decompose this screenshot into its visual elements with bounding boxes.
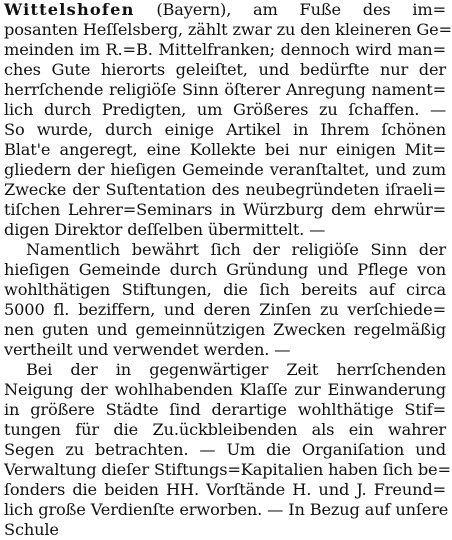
article-line: gliedern der hieſigen Gemeinde veranſtaltet, und zum xyxy=(4,160,446,179)
paragraph-first-line: Bei der in gegenwärtiger Zeit herrſchenden xyxy=(26,360,446,379)
article-text xyxy=(4,0,452,540)
article-line: Zwecke der Suſtentation des neubegründeten iſraeli= xyxy=(4,180,446,199)
article-line xyxy=(4,0,446,20)
article-line-text: (Bayern), am Fuße des im= xyxy=(134,0,446,19)
article-line: ches Gute hierorts geleiſtet, und bedürfte nur der xyxy=(4,60,446,79)
paragraph-first-line: Namentlich bewährt ſich der religiöſe Sinn der xyxy=(26,240,446,259)
article-line: herrſchende religiöſe Sinn öſterer Anregung nament= xyxy=(4,80,446,99)
article-line: meinden im R.=B. Mittelfranken; dennoch wird man= xyxy=(4,40,446,59)
article-line: tungen für die Zu.ückbleibenden als ein wahrer xyxy=(4,420,446,439)
article-line: ſonders die beiden HH. Vorſtände H. und J. Freund= xyxy=(4,480,446,499)
article-line: Neigung der wohlhabenden Klaſſe zur Einwanderung xyxy=(4,380,446,399)
article-line: lich durch Predigten, um Größeres zu ſchaffen. — xyxy=(4,100,446,119)
article-line-cut-off: Schule xyxy=(4,520,59,539)
article-line: 5000 fl. beziffern, und deren Zinſen zu verſchiede= xyxy=(4,300,446,319)
article-line: wohlthätigen Stiftungen, die ſich bereits auf circa xyxy=(4,280,446,299)
article-line: Blat'e angeregt, eine Kollekte bei nur einigen Mit= xyxy=(4,140,446,159)
article-line: lich große Verdienſte erworben. — In Bezug auf unſere xyxy=(4,500,449,519)
article-line: So wurde, durch einige Artikel in Ihrem ſchönen xyxy=(4,120,446,139)
place-name: Wittelshofen xyxy=(4,0,135,19)
article-line: Segen zu betrachten. — Um die Organiſation und xyxy=(4,440,446,459)
article-line: hieſigen Gemeinde durch Gründung und Pflege von xyxy=(4,260,446,279)
article-line: in größere Städte ſind derartige wohlthätige Stif= xyxy=(4,400,446,419)
article-line: tiſchen Lehrer=Seminars in Würzburg dem ehrwür= xyxy=(4,200,446,219)
article-line: posanten Heſſelsberg, zählt zwar zu den kleineren Ge= xyxy=(4,20,452,39)
article-line: digen Direktor deſſelben übermittelt. — xyxy=(4,220,326,239)
article-line: nen guten und gemeinnützigen Zwecken regelmäßig xyxy=(4,320,446,339)
article-line: vertheilt und verwendet werden. — xyxy=(4,340,291,359)
article-line: Verwaltung dieſer Stiftungs=Kapitalien haben ſich be= xyxy=(4,460,451,479)
